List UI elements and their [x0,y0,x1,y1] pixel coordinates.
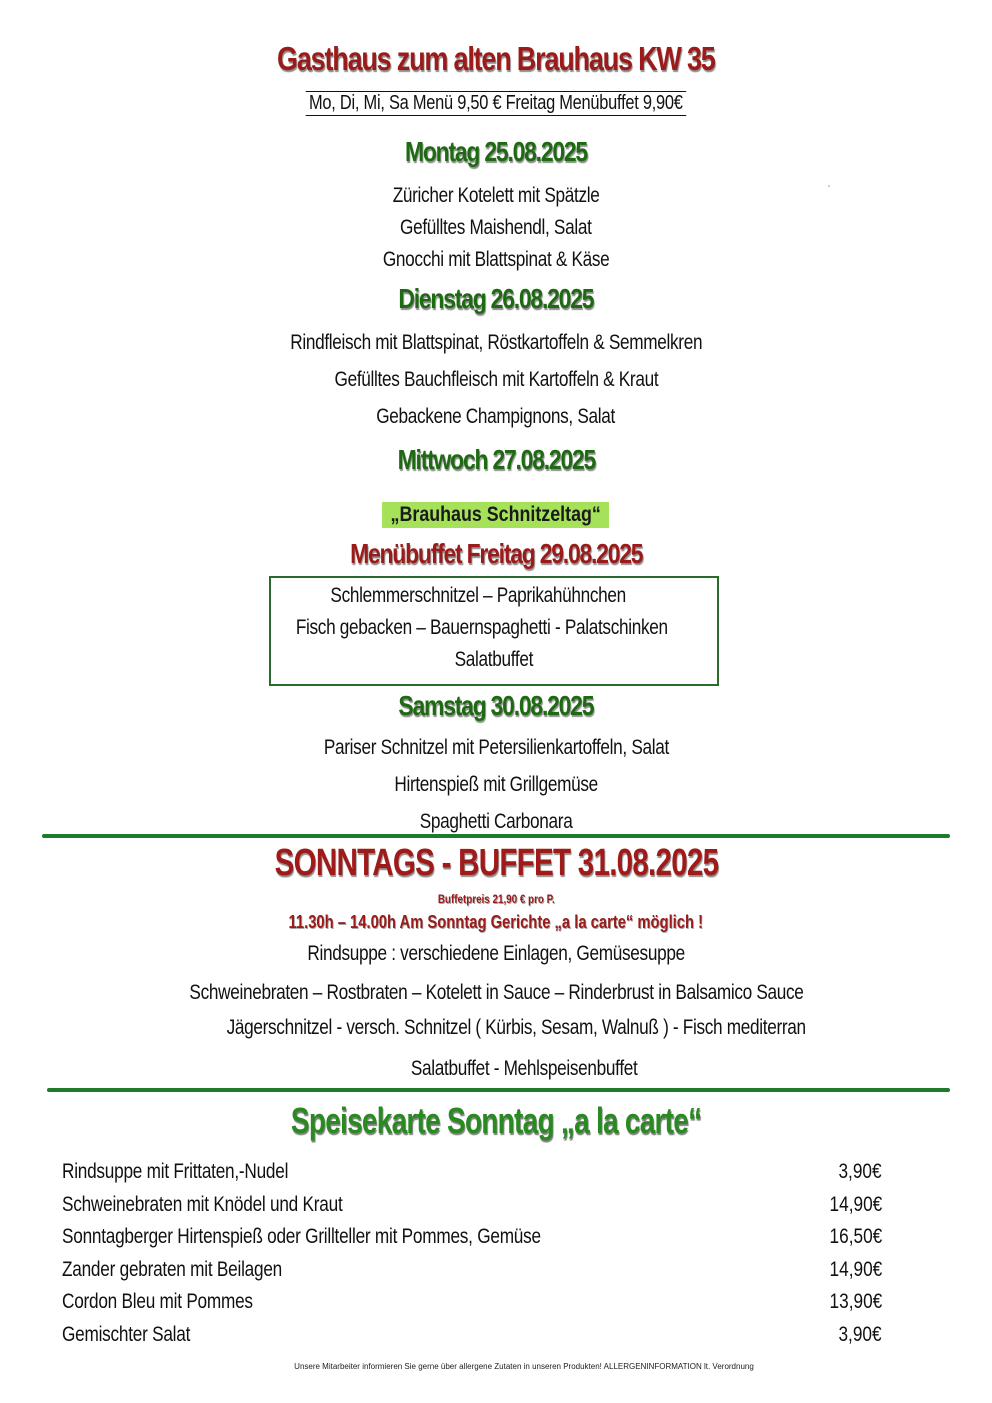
saturday-heading: Samstag 30.08.2025 [398,690,594,721]
item-name: Sonntagberger Hirtenspieß oder Grillteller mit Pommes, Gemüse [62,1225,541,1248]
friday-dish-3: Salatbuffet [454,648,534,671]
list-item [62,1193,882,1226]
a-la-carte-heading: Speisekarte Sonntag „a la carte“ [290,1100,702,1141]
saturday-dish-2: Hirtenspieß mit Grillgemüse [394,773,598,796]
monday-dish-1: Züricher Kotelett mit Spätzle [392,184,600,207]
sunday-dish-2: Jägerschnitzel - versch. Schnitzel ( Kürbis, Sesam, Walnuß ) - Fisch mediterran [226,1016,806,1039]
tuesday-heading: Dienstag 26.08.2025 [398,283,594,314]
item-name: Cordon Bleu mit Pommes [62,1290,253,1313]
divider-rule [47,1088,950,1092]
speck [828,185,830,187]
item-price: 3,90€ [838,1160,882,1183]
item-price: 3,90€ [838,1322,882,1346]
monday-dish-3: Gnocchi mit Blattspinat & Käse [382,248,610,271]
saturday-dish-3: Spaghetti Carbonara [419,810,573,833]
saturday-dish-1: Pariser Schnitzel mit Petersilienkartoffeln, Salat [323,736,669,759]
sunday-buffet-heading: SONNTAGS - BUFFET 31.08.2025 [274,842,718,884]
item-name: Zander gebraten mit Beilagen [62,1257,282,1281]
allergen-footnote: Unsere Mitarbeiter informieren Sie gerne über allergene Zutaten in unseren Produkten! ALLERGENINFORMATION lt. Verordnung [294,1362,754,1371]
friday-heading: Menübuffet Freitag 29.08.2025 [349,538,643,569]
item-name: Gemischter Salat [62,1322,191,1346]
list-item [62,1258,882,1291]
tuesday-dish-2: Gefülltes Bauchfleisch mit Kartoffeln & Kraut [334,368,658,391]
sunday-dish-1: Schweinebraten – Rostbraten – Kotelett in Sauce – Rinderbrust in Balsamico Sauce [188,981,804,1004]
item-price: 14,90€ [829,1192,882,1216]
list-item [62,1323,882,1356]
item-price: 14,90€ [829,1257,882,1281]
friday-dish-2: Fisch gebacken – Bauernspaghetti - Palatschinken [296,616,668,639]
item-name: Rindsuppe mit Frittaten,-Nudel [62,1160,289,1183]
divider-rule [42,834,950,838]
tuesday-dish-1: Rindfleisch mit Blattspinat, Röstkartoffeln & Semmelkren [290,331,702,354]
item-price: 16,50€ [829,1225,882,1248]
sunday-buffet-time: 11.30h – 14.00h Am Sonntag Gerichte „a la carte“ möglich ! [288,912,704,932]
sunday-soup: Rindsuppe : verschiedene Einlagen, Gemüsesuppe [307,942,685,965]
item-name: Schweinebraten mit Knödel und Kraut [62,1192,343,1216]
wednesday-heading: Mittwoch 27.08.2025 [397,444,595,475]
list-item [62,1225,882,1258]
list-item [62,1290,882,1323]
monday-heading: Montag 25.08.2025 [404,136,587,167]
weekly-price-line: Mo, Di, Mi, Sa Menü 9,50 € Freitag Menübuffet 9,90€ [0,91,992,116]
friday-dish-1: Schlemmerschnitzel – Paprikahühnchen [330,584,626,607]
restaurant-title: Gasthaus zum alten Brauhaus KW 35 [277,40,715,77]
a-la-carte-list [62,1160,882,1355]
sunday-dish-3: Salatbuffet - Mehlspeisenbuffet [410,1057,638,1080]
schnitzeltag-badge: „Brauhaus Schnitzeltag“ [0,502,992,528]
list-item [62,1160,882,1193]
sunday-buffet-price: Buffetpreis 21,90 € pro P. [437,892,555,906]
tuesday-dish-3: Gebackene Champignons, Salat [376,405,616,428]
monday-dish-2: Gefülltes Maishendl, Salat [400,216,592,239]
item-price: 13,90€ [829,1290,882,1313]
